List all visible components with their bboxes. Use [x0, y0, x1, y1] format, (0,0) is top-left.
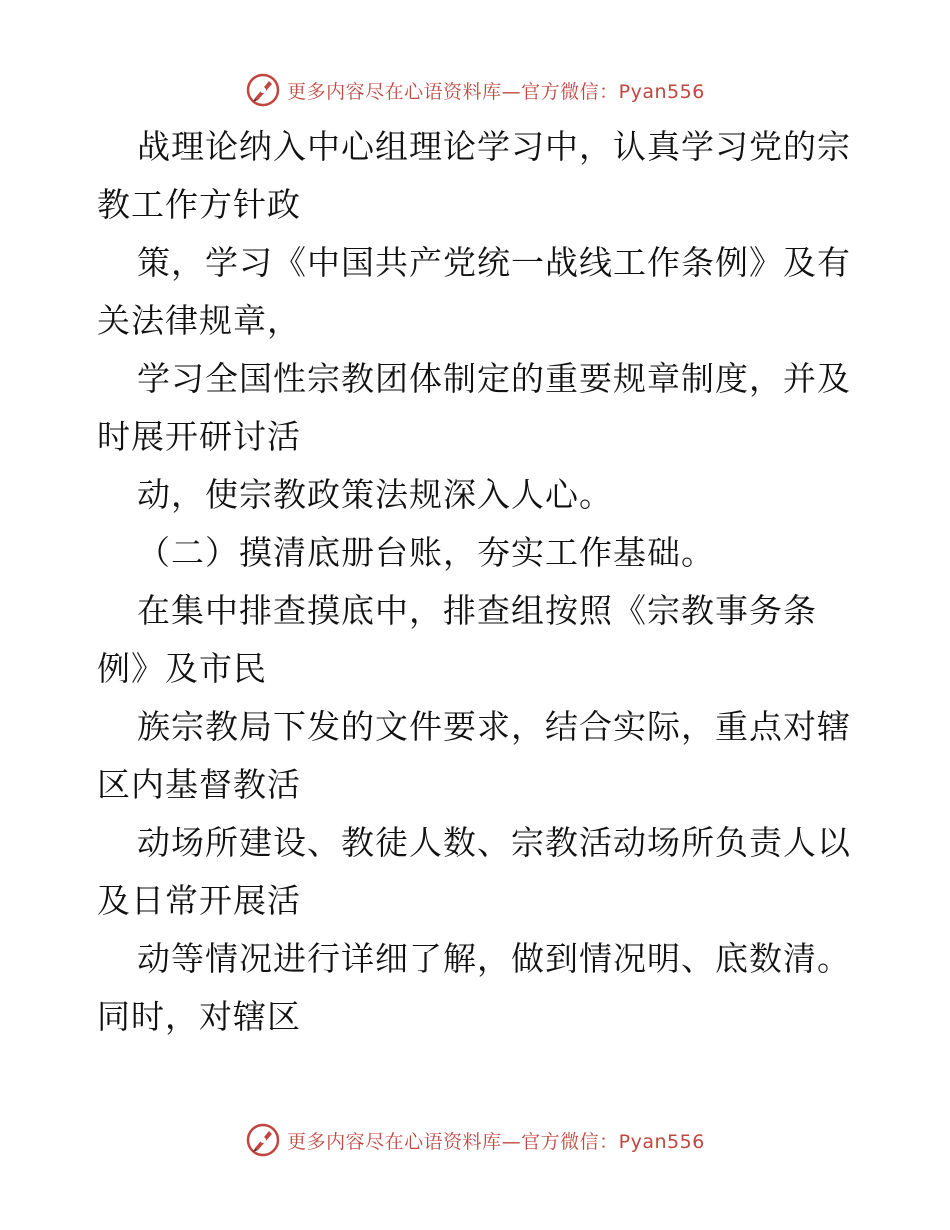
- body-line: 关法律规章，: [97, 301, 301, 340]
- body-line: 在集中排查摸底中，排查组按照《宗教事务条: [137, 591, 817, 630]
- footer-banner: [0, 1120, 950, 1160]
- body-line: 例》及市民: [97, 649, 267, 688]
- body-line: 区内基督教活: [97, 765, 301, 804]
- header-banner: [0, 70, 950, 110]
- body-line: 动场所建设、教徒人数、宗教活动场所负责人以: [137, 823, 851, 862]
- document-body: [97, 118, 857, 1046]
- body-line: 动，使宗教政策法规深入人心。: [137, 475, 613, 514]
- body-line: 及日常开展活: [97, 881, 301, 920]
- body-line: 策，学习《中国共产党统一战线工作条例》及有: [137, 243, 851, 282]
- body-line: 教工作方针政: [97, 185, 301, 224]
- body-line: 战理论纳入中心组理论学习中，认真学习党的宗: [137, 127, 851, 166]
- quill-pen-logo-icon: [245, 72, 281, 108]
- section-heading: （二）摸清底册台账，夯实工作基础。: [137, 533, 715, 572]
- body-line: 学习全国性宗教团体制定的重要规章制度，并及: [137, 359, 851, 398]
- header-banner-text: 更多内容尽在心语资料库—官方微信：Pyan556: [287, 80, 705, 103]
- body-line: 族宗教局下发的文件要求，结合实际，重点对辖: [137, 707, 851, 746]
- body-line: 动等情况进行详细了解，做到情况明、底数清。: [137, 939, 851, 978]
- body-line: 同时，对辖区: [97, 997, 301, 1036]
- quill-pen-logo-icon: [245, 1122, 281, 1158]
- footer-banner-text: 更多内容尽在心语资料库—官方微信：Pyan556: [287, 1130, 705, 1153]
- body-line: 时展开研讨活: [97, 417, 301, 456]
